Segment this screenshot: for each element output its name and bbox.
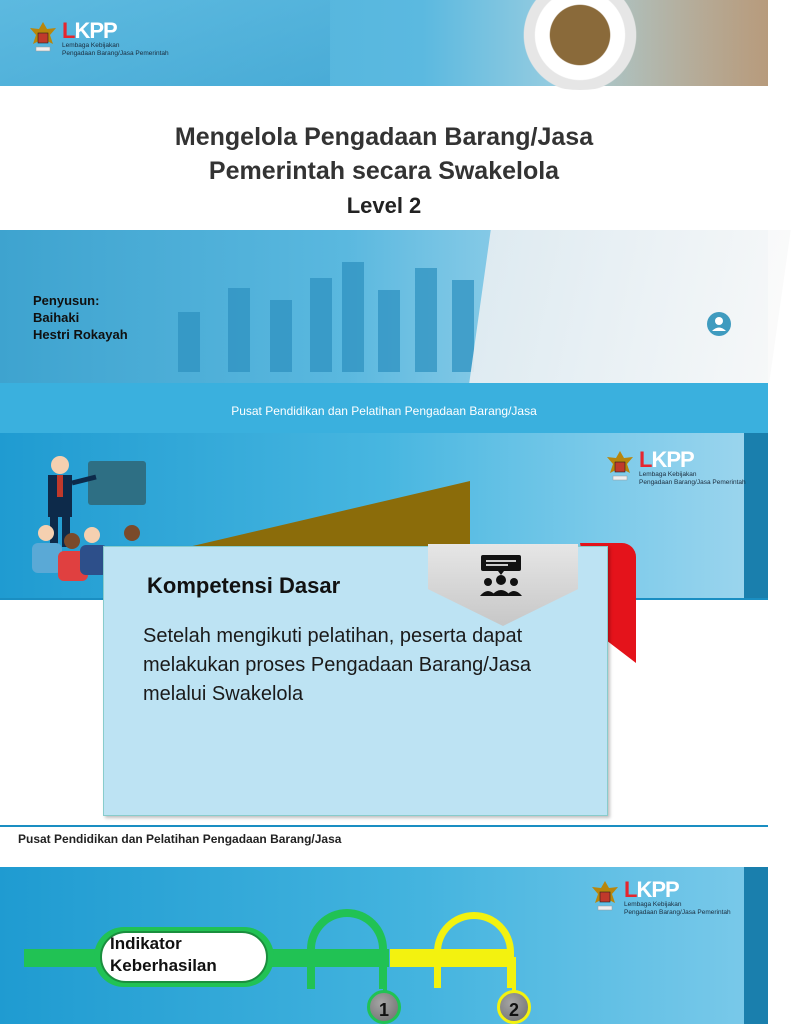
logo-line-1: Lembaga Kebijakan bbox=[639, 471, 697, 478]
yellow-arc bbox=[434, 912, 514, 988]
lkpp-logo bbox=[28, 20, 169, 58]
lkpp-logo bbox=[590, 879, 731, 917]
slide-kompetensi bbox=[0, 433, 768, 864]
footer-divider bbox=[0, 825, 768, 827]
title-line-2: Pemerintah secara Swakelola bbox=[208, 157, 560, 185]
card-body-text: Setelah mengikuti pelatihan, peserta dapat melakukan proses Pengadaan Barang/Jasa melalui Swakelola bbox=[143, 625, 532, 705]
footer-text: Pusat Pendidikan dan Pelatihan Pengadaan Barang/Jasa bbox=[231, 404, 537, 418]
step-2-badge: 2 bbox=[497, 990, 531, 1024]
author-name-1: Baihaki bbox=[33, 310, 80, 325]
author-block bbox=[33, 292, 128, 343]
lkpp-logo bbox=[605, 449, 746, 487]
author-name-2: Hestri Rokayah bbox=[33, 327, 128, 342]
logo-line-2: Pengadaan Barang/Jasa Pemerintah bbox=[639, 479, 746, 486]
resume-paper-image bbox=[469, 230, 791, 383]
audience-icon bbox=[478, 554, 524, 598]
right-accent-strip bbox=[744, 433, 768, 598]
garuda-emblem-icon bbox=[590, 879, 620, 913]
logo-wordmark: LKPP bbox=[639, 447, 694, 472]
logo-line-1: Lembaga Kebijakan bbox=[624, 901, 682, 908]
garuda-emblem-icon bbox=[605, 449, 635, 483]
logo-wordmark: LKPP bbox=[624, 877, 679, 902]
footer-text: Pusat Pendidikan dan Pelatihan Pengadaan Barang/Jasa bbox=[18, 832, 342, 846]
logo-line-2: Pengadaan Barang/Jasa Pemerintah bbox=[624, 909, 731, 916]
logo-wordmark: LKPP bbox=[62, 18, 117, 43]
title-line-1: Mengelola Pengadaan Barang/Jasa bbox=[174, 123, 594, 151]
indicator-label bbox=[110, 933, 217, 977]
logo-line-2: Pengadaan Barang/Jasa Pemerintah bbox=[62, 50, 169, 57]
card-heading: Kompetensi Dasar bbox=[147, 573, 341, 598]
garuda-emblem-icon bbox=[28, 20, 58, 54]
author-label: Penyusun: bbox=[33, 293, 100, 308]
indicator-line-2: Keberhasilan bbox=[110, 956, 217, 975]
right-accent-strip bbox=[744, 867, 768, 1024]
green-arc bbox=[307, 909, 387, 989]
level-label: Level 2 bbox=[346, 193, 422, 218]
logo-line-1: Lembaga Kebijakan bbox=[62, 42, 120, 49]
user-avatar-icon bbox=[706, 311, 732, 337]
slide-title bbox=[0, 0, 768, 418]
indicator-line-1: Indikator bbox=[110, 934, 182, 953]
step-1-badge: 1 bbox=[367, 990, 401, 1024]
page-title bbox=[0, 120, 768, 188]
slide-indikator bbox=[0, 867, 768, 1024]
